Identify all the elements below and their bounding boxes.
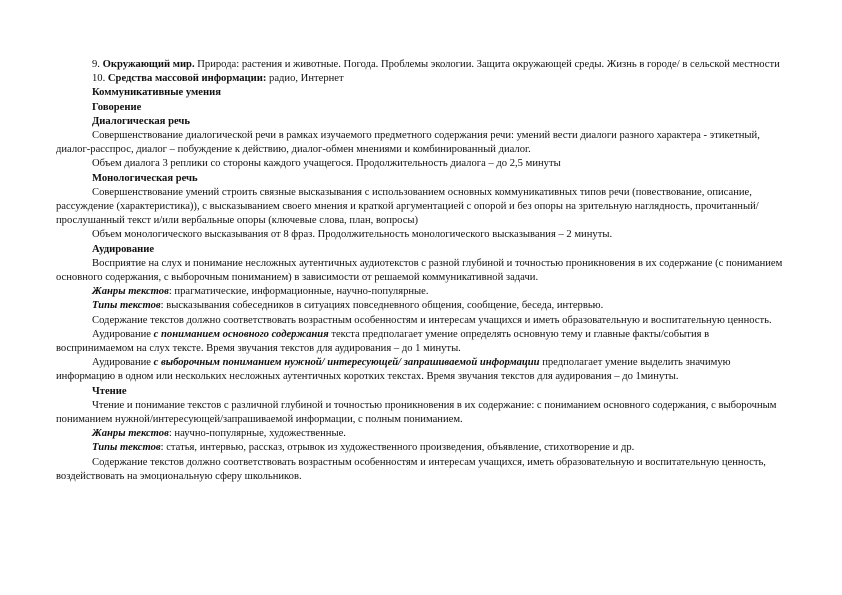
genres-text: : научно-популярные, художественные. (168, 428, 346, 440)
paragraph-rest: текста предполагает умение определять основную тему и главные факты/события в воспринимаемом на слух тексте. Время звучания текстов для аудирования – до 1 минуты. (56, 328, 710, 355)
dialog-paragraph-2: Объем диалога 3 реплики со стороны каждого учащегося. Продолжительность диалога – до 2,5 минуты (92, 158, 561, 170)
document-body (56, 58, 788, 484)
dialog-paragraph-1: Совершенствование диалогической речи в рамках изучаемого предметного содержания речи: умений вести диалоги разного характера - этикетный, диалог-расспрос, диалог – побуждение к действию, диалог-обмен мнениями и комбинированный диалог. (56, 130, 760, 156)
paragraph-lead: Аудирование (92, 328, 154, 340)
monolog-paragraph-2: Объем монологического высказывания от 8 фраз. Продолжительность монологического высказывания – 2 минуты. (92, 229, 613, 241)
listening-main-idea-paragraph (56, 328, 788, 356)
topic-text: Природа: растения и животные. Погода. Проблемы экологии. Защита окружающей среды. Жизнь в городе/ в сельской местности (194, 59, 780, 70)
types-label: Типы текстов (92, 442, 161, 454)
listening-selective-paragraph (56, 356, 788, 384)
listening-content-paragraph: Содержание текстов должно соответствовать возрастным особенностям и интересам учащихся и иметь образовательную и воспитательную ценность. (92, 314, 772, 326)
heading-monologic-speech: Монологическая речь (92, 172, 198, 184)
paragraph-rest: предполагает умение выделить значимую информацию в одном или нескольких несложных аутентичных коротких текстах. Время звучания текстов для аудирования – до 1минуты. (56, 357, 731, 383)
heading-communicative-skills: Коммуникативные умения (92, 87, 221, 99)
reading-paragraph-1: Чтение и понимание текстов с различной глубиной и точностью проникновения в их содержание: с пониманием основного содержания, с выборочным пониманием нужной/интересующей/запрашиваемой информации, с полным пониманием. (56, 399, 777, 426)
emphasis-text: с пониманием основного содержания (153, 328, 329, 340)
reading-types-paragraph (56, 441, 788, 455)
types-text: : статья, интервью, рассказ, отрывок из художественного произведения, объявление, стихотворение и др. (160, 442, 635, 454)
reading-content-paragraph: Содержание текстов должно соответствовать возрастным особенностям и интересам учащихся, иметь образовательную и воспитательную ценность, воздействовать на эмоциональную сферу школьников. (56, 456, 766, 482)
listening-paragraph-1: Восприятие на слух и понимание несложных аутентичных аудиотекстов с разной глубиной и точностью проникновения в их содержание (с пониманием основного содержания, с выборочным пониманием) в зависимости от решаемой коммуникативной задачи. (56, 257, 783, 284)
genres-label: Жанры текстов (92, 286, 169, 298)
heading-listening: Аудирование (92, 243, 155, 255)
types-text: : высказывания собеседников в ситуациях повседневного общения, сообщение, беседа, интервью. (160, 300, 604, 312)
emphasis-text: с выборочным пониманием нужной/ интересующей/ запрашиваемой информации (153, 357, 540, 369)
reading-genres-paragraph (56, 427, 788, 441)
topic-10-paragraph (56, 72, 788, 86)
genres-label: Жанры текстов (92, 428, 169, 440)
heading-reading: Чтение (92, 385, 127, 397)
topic-label: Окружающий мир. (102, 59, 195, 70)
topic-number: 9. (92, 59, 100, 70)
types-label: Типы текстов (92, 300, 161, 312)
heading-speaking: Говорение (92, 101, 142, 113)
topic-label: Средства массовой информации: (107, 73, 267, 85)
monolog-paragraph-1: Совершенствование умений строить связные высказывания с использованием основных коммуникативных типов речи (повествование, описание, рассуждение (характеристика)), с высказыванием своего мнения и краткой аргументацией с опорой и без опоры на зрительную наглядность, прочитанный/прослушанный текст и/или вербальные опоры (ключевые слова, план, вопросы) (56, 186, 759, 227)
listening-genres-paragraph (56, 285, 788, 299)
genres-text: : прагматические, информационные, научно-популярные. (168, 286, 429, 298)
topic-9-paragraph (56, 58, 788, 72)
listening-types-paragraph (56, 299, 788, 313)
heading-dialogic-speech: Диалогическая речь (92, 115, 190, 127)
topic-text: радио, Интернет (266, 73, 344, 85)
topic-number: 10. (92, 73, 106, 85)
paragraph-lead: Аудирование (92, 357, 154, 369)
